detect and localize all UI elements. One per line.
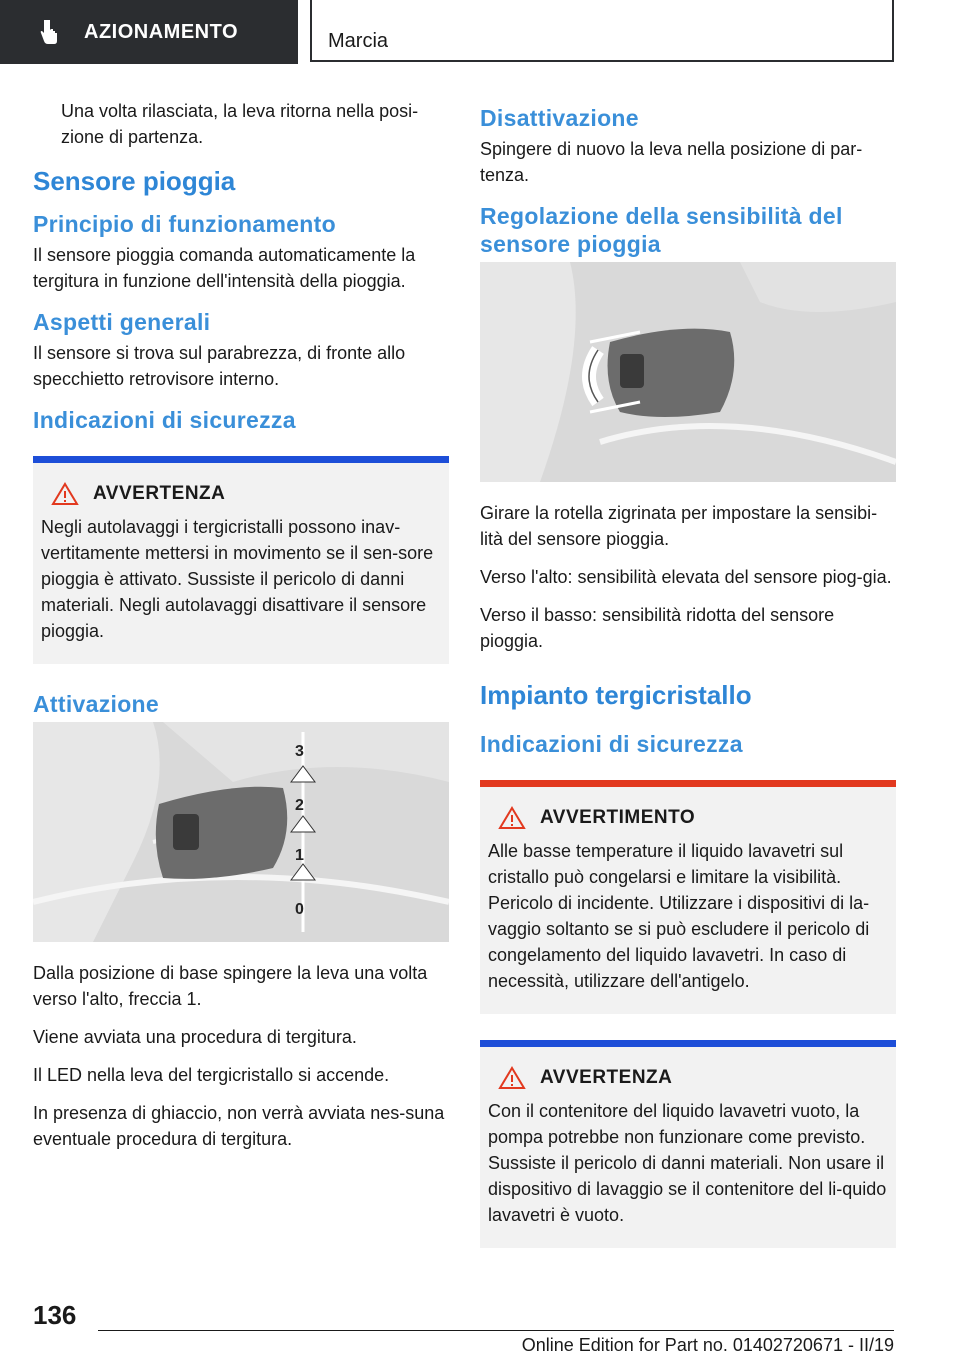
- arrow-label-2: 2: [295, 797, 304, 814]
- warning-title-2: AVVERTENZA: [540, 1067, 673, 1088]
- warning-text-1: Alle basse temperature il liquido lavavetri sul cristallo può congelarsi e limitare la visibilità. Pericolo di incidente. Utilizzare i dispositivi di la-vaggio soltanto se si può escludere il pericolo di congelamento del liquido lavavetri. In caso di necessità, utilizzare dell'antigelo.: [488, 841, 870, 991]
- warning-bar-red: [480, 780, 896, 787]
- principle-paragraph: Il sensore pioggia comanda automaticamente la tergitura in funzione dell'intensità della pioggia.: [33, 245, 416, 291]
- heading-general: Aspetti generali: [33, 309, 211, 335]
- sensitivity-p2: Verso l'alto: sensibilità elevata del sensore piog-gia.: [480, 567, 892, 587]
- warning-triangle-icon: [498, 1066, 526, 1090]
- section-title: AZIONAMENTO: [84, 20, 239, 43]
- warning-text: Negli autolavaggi i tergicristalli possono inav-vertitamente mettersi in movimento se il sen-sore pioggia è attivato. Sussiste il pericolo di danni materiali. Negli autolavaggi disattivare il sensore pioggia.: [41, 517, 434, 641]
- chapter-title: Marcia: [328, 30, 389, 52]
- warning-box: [33, 456, 449, 664]
- warning-text-2: Con il contenitore del liquido lavavetri vuoto, la pompa potrebbe non funzionare come previsto. Sussiste il pericolo di danni materiali. Non usare il dispositivo di lavaggio se il contenitore del li-quido lavavetri è vuoto.: [488, 1101, 887, 1225]
- warning-triangle-icon: [498, 806, 526, 830]
- warning-bar: [33, 456, 449, 463]
- arrow-label-0: 0: [295, 901, 304, 918]
- heading-rain-sensor: Sensore pioggia: [33, 166, 236, 196]
- general-paragraph: Il sensore si trova sul parabrezza, di fronte allo specchietto retrovisore interno.: [33, 343, 406, 389]
- heading-principle: Principio di funzionamento: [33, 211, 336, 237]
- sensitivity-p1: Girare la rotella zigrinata per impostare la sensibi-lità del sensore pioggia.: [480, 503, 878, 549]
- activation-p1: Dalla posizione di base spingere la leva una volta verso l'alto, freccia 1.: [33, 963, 428, 1009]
- arrow-label-1: 1: [295, 847, 304, 864]
- heading-safety: Indicazioni di sicurezza: [33, 407, 296, 433]
- chapter-header: [310, 0, 894, 62]
- left-column: [33, 98, 449, 1164]
- section-tab: [0, 0, 298, 64]
- warning-title-1: AVVERTIMENTO: [540, 807, 696, 828]
- right-column: [480, 98, 896, 1274]
- wiper-lever-illustration: [33, 722, 449, 942]
- hand-pointer-icon: [40, 19, 62, 45]
- deactivation-paragraph: Spingere di nuovo la leva nella posizione di par-tenza.: [480, 139, 863, 185]
- warning-box-1: [480, 780, 896, 1014]
- heading-deactivation: Disattivazione: [480, 105, 639, 131]
- warning-title: AVVERTENZA: [93, 483, 226, 504]
- warning-bar-blue: [480, 1040, 896, 1047]
- heading-activation: Attivazione: [33, 691, 159, 717]
- activation-p3: Il LED nella leva del tergicristallo si accende.: [33, 1065, 390, 1085]
- heading-safety-right: Indicazioni di sicurezza: [480, 731, 743, 757]
- edition-note: Online Edition for Part no. 01402720671 - II/19: [521, 1335, 894, 1355]
- intro-paragraph: Una volta rilasciata, la leva ritorna nella posi-zione di partenza.: [61, 101, 419, 147]
- warning-box-2: [480, 1040, 896, 1248]
- page-number: 136: [33, 1300, 77, 1330]
- activation-p4: In presenza di ghiaccio, non verrà avviata nes-suna eventuale procedura di tergitura.: [33, 1103, 445, 1149]
- sensitivity-p3: Verso il basso: sensibilità ridotta del sensore pioggia.: [480, 605, 835, 651]
- heading-sensitivity: Regolazione della sensibilità del sensore pioggia: [480, 203, 843, 257]
- arrow-label-3: 3: [295, 743, 304, 760]
- activation-p2: Viene avviata una procedura di tergitura.: [33, 1027, 357, 1047]
- warning-triangle-icon: [51, 482, 79, 506]
- thumbwheel-illustration: [480, 262, 896, 482]
- heading-wiper-system: Impianto tergicristallo: [480, 680, 752, 710]
- footer-divider: [98, 1330, 894, 1331]
